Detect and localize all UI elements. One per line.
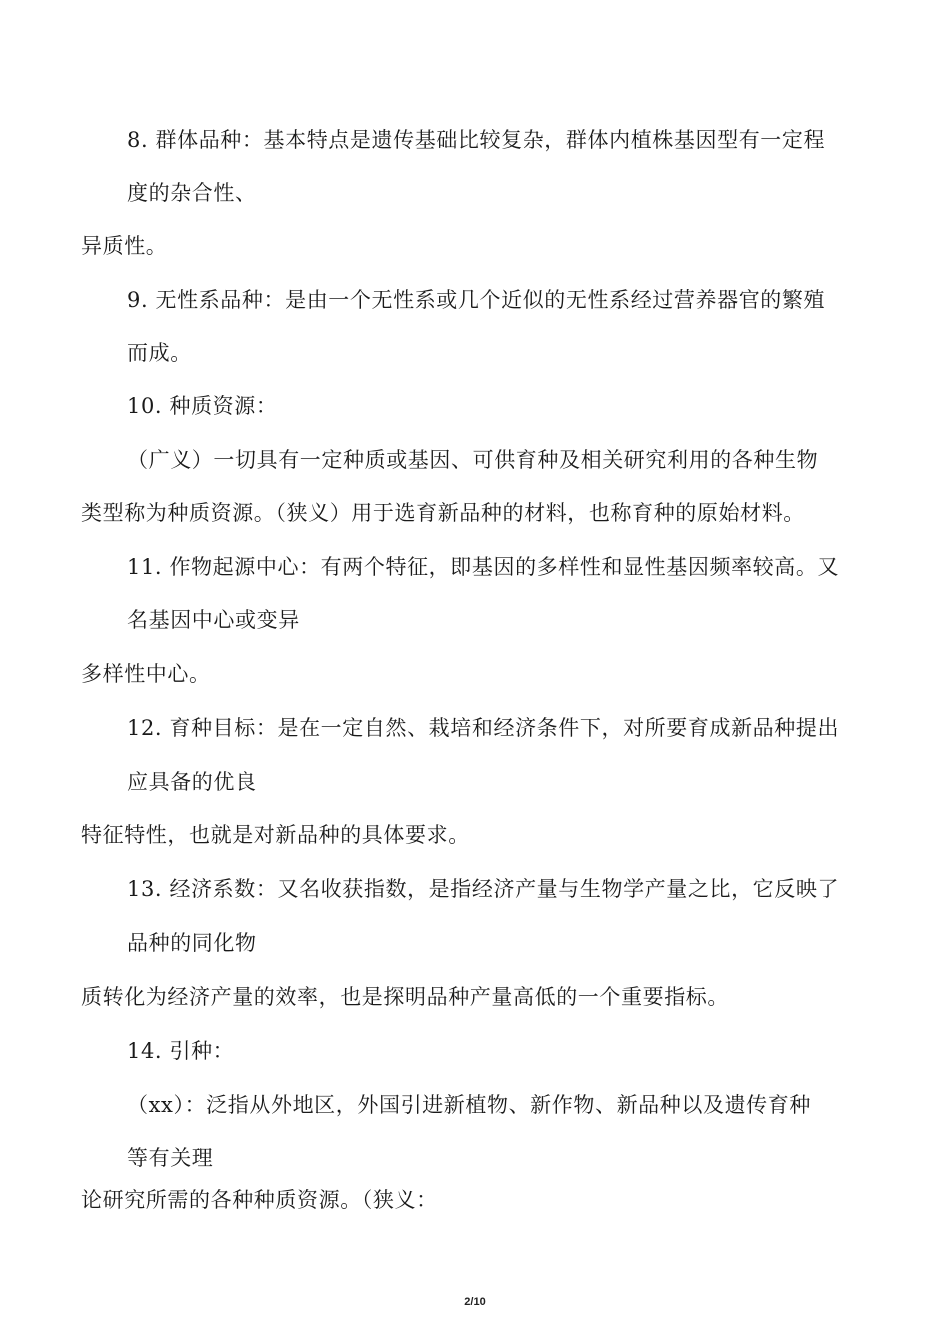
text-line: 度的杂合性、 — [127, 181, 257, 205]
text-line: 多样性中心。 — [81, 662, 211, 686]
text-line: 12. 育种目标：是在一定自然、栽培和经济条件下，对所要育成新品种提出 — [127, 716, 840, 740]
text-line: 名基因中心或变异 — [127, 608, 300, 632]
text-line: 13. 经济系数：又名收获指数，是指经济产量与生物学产量之比，它反映了 — [127, 877, 840, 901]
text-line: 类型称为种质资源。（狭义）用于选育新品种的材料，也称育种的原始材料。 — [81, 501, 805, 525]
text-line: （广义）一切具有一定种质或基因、可供育种及相关研究利用的各种生物 — [127, 448, 819, 472]
text-line: 品种的同化物 — [127, 931, 257, 955]
text-line: 14. 引种： — [127, 1039, 235, 1063]
text-line: 特征特性，也就是对新品种的具体要求。 — [81, 823, 470, 847]
text-line: 论研究所需的各种种质资源。（狭义： — [81, 1188, 438, 1212]
text-line: 11. 作物起源中心：有两个特征，即基因的多样性和显性基因频率较高。又 — [127, 555, 840, 579]
page-number: 2/10 — [464, 1296, 486, 1308]
text-line: 应具备的优良 — [127, 770, 257, 794]
text-line: 9. 无性系品种：是由一个无性系或几个近似的无性系经过营养器官的繁殖 — [127, 288, 826, 312]
text-line: 而成。 — [127, 341, 192, 365]
text-line: （xx）：泛指从外地区，外国引进新植物、新作物、新品种以及遗传育种 — [127, 1093, 811, 1117]
text-line: 8. 群体品种：基本特点是遗传基础比较复杂，群体内植株基因型有一定程 — [127, 128, 826, 152]
text-line: 质转化为经济产量的效率，也是探明品种产量高低的一个重要指标。 — [81, 985, 729, 1009]
text-line: 异质性。 — [81, 234, 168, 258]
text-line: 10. 种质资源： — [127, 394, 278, 418]
text-line: 等有关理 — [127, 1146, 214, 1170]
